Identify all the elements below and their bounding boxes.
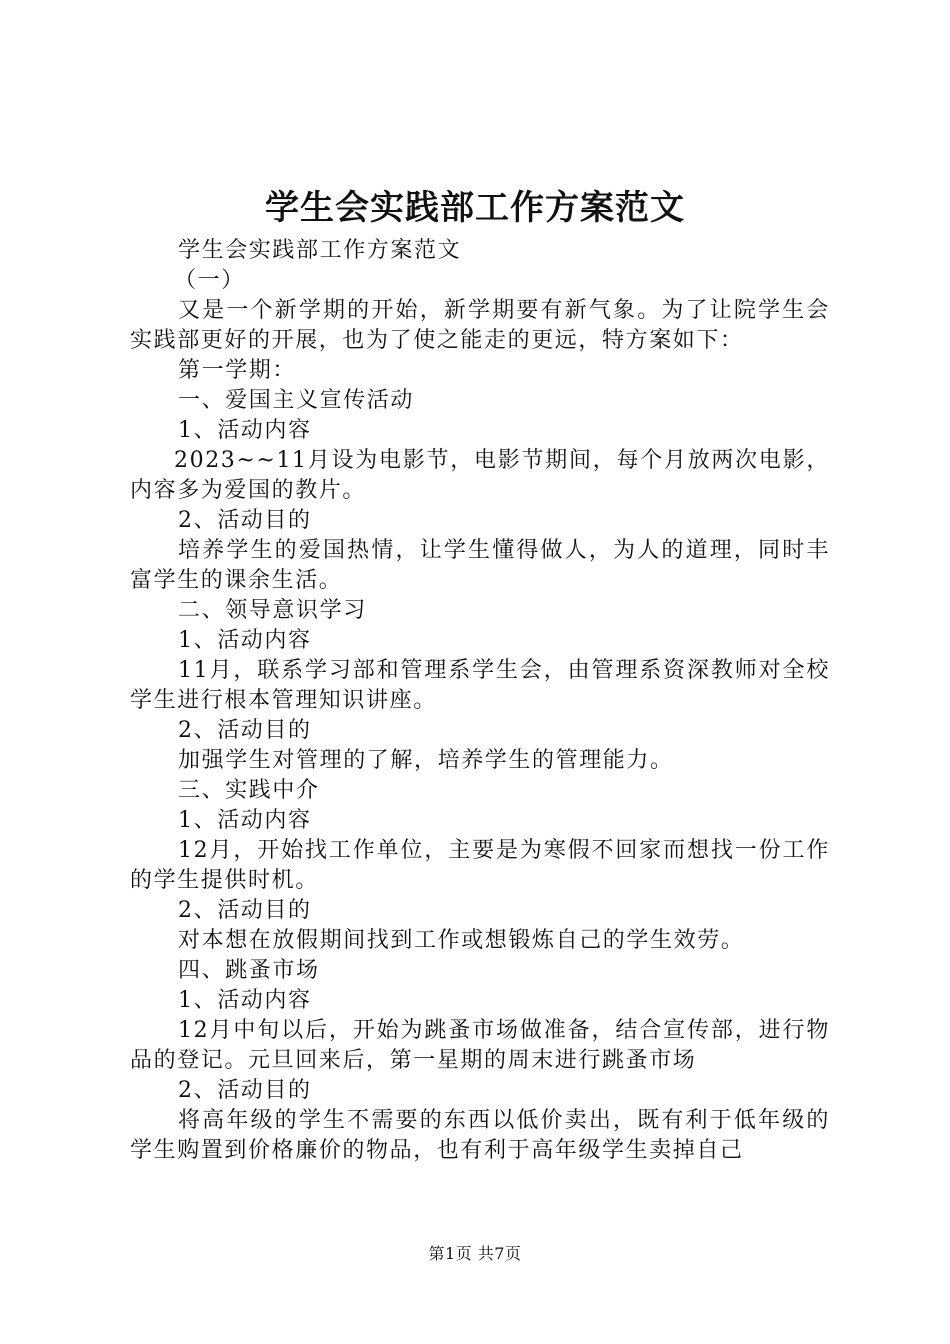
paragraph-body: 加强学生对管理的了解，培养学生的管理能力。 [178, 748, 674, 773]
paragraph-subheading: 2、活动目的 [178, 1078, 312, 1103]
paragraph-heading-2: 二、领导意识学习 [178, 598, 367, 623]
paragraph-subheading: 2、活动目的 [178, 898, 312, 923]
paragraph-subheading: 1、活动内容 [178, 808, 312, 833]
paragraph-body: 将高年级的学生不需要的东西以低价卖出，既有利于低年级的学生购置到价格廉价的物品，也有利于高年级学生卖掉自己 [130, 1108, 830, 1163]
paragraph-semester-heading: 第一学期： [178, 358, 297, 383]
paragraph-body: 11月，联系学习部和管理系学生会，由管理系资深教师对全校学生进行根本管理知识讲座。 [130, 658, 830, 713]
paragraph-subheading: 1、活动内容 [178, 628, 312, 653]
paragraph-intro: 又是一个新学期的开始，新学期要有新气象。为了让院学生会实践部更好的开展，也为了使之能走的更远，特方案如下： [130, 298, 830, 353]
paragraph-body: 对本想在放假期间找到工作或想锻炼自己的学生效劳。 [178, 928, 745, 953]
paragraph-body: 2023~~11月设为电影节，电影节期间，每个月放两次电影，内容多为爱国的教片。 [130, 448, 830, 503]
paragraph-body: 培养学生的爱国热情，让学生懂得做人，为人的道理，同时丰富学生的课余生活。 [130, 538, 830, 593]
document-title: 学生会实践部工作方案范文 [265, 188, 685, 228]
paragraph-subheading: 1、活动内容 [178, 988, 312, 1013]
paragraph-heading-4: 四、跳蚤市场 [178, 958, 320, 983]
paragraph-heading-3: 三、实践中介 [178, 778, 320, 803]
paragraph-subheading: 2、活动目的 [178, 508, 312, 533]
paragraph-heading-1: 一、爱国主义宣传活动 [178, 388, 415, 413]
paragraph-subheading: 1、活动内容 [178, 418, 312, 443]
page-number-footer: 第1页 共7页 [428, 1244, 522, 1263]
paragraph-subheading: 2、活动目的 [178, 718, 312, 743]
paragraph-section-number: （一） [174, 268, 245, 293]
paragraph-body: 12月，开始找工作单位，主要是为寒假不回家而想找一份工作的学生提供时机。 [130, 838, 830, 893]
paragraph-body: 12月中旬以后，开始为跳蚤市场做准备，结合宣传部，进行物品的登记。元旦回来后，第一星期的周末进行跳蚤市场 [130, 1018, 830, 1073]
document-body [130, 236, 830, 1166]
paragraph-subtitle: 学生会实践部工作方案范文 [178, 238, 462, 263]
